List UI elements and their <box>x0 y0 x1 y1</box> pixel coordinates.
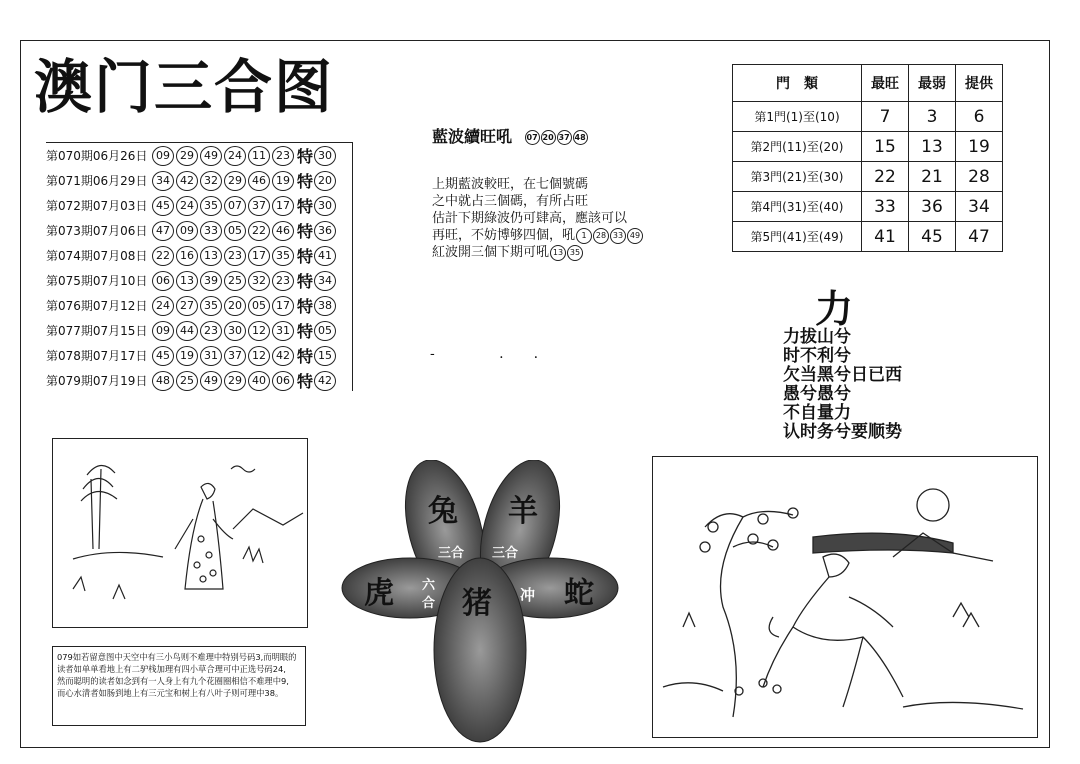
headline-text: 藍波續旺吼 <box>432 127 513 146</box>
draw-ball: 48 <box>152 371 174 391</box>
para-line: 上期藍波較旺，在七個號碼 <box>432 177 589 192</box>
max-value: 41 <box>862 222 909 252</box>
mark-liuhe-bottom: 合 <box>422 596 436 611</box>
draw-ball: 23 <box>224 246 246 266</box>
header-max: 最旺 <box>862 65 909 102</box>
number-ball: 33 <box>610 228 626 244</box>
draw-period: 第077期07月15日 <box>46 324 148 338</box>
offer-value: 19 <box>956 132 1003 162</box>
number-ball: 48 <box>573 130 588 145</box>
draw-row <box>46 343 352 368</box>
draw-ball: 12 <box>248 346 270 366</box>
draw-row <box>46 168 352 193</box>
special-label: 特 <box>297 222 314 241</box>
draw-row <box>46 268 352 293</box>
warrior-illustration <box>652 456 1038 738</box>
zodiac-tiger: 虎 <box>364 576 394 611</box>
draw-ball: 17 <box>272 196 294 216</box>
draw-ball: 17 <box>272 296 294 316</box>
min-value: 36 <box>909 192 956 222</box>
number-ball: 37 <box>557 130 572 145</box>
number-ball: 20 <box>541 130 556 145</box>
note-line: 然而聪明的读者如念到有一人身上有九个花圈圈相信不难理中9, <box>57 676 289 686</box>
draw-ball: 37 <box>224 346 246 366</box>
stats-row <box>733 162 1003 192</box>
number-ball: 49 <box>627 228 643 244</box>
draw-ball: 07 <box>224 196 246 216</box>
draw-ball: 45 <box>152 196 174 216</box>
draw-row <box>46 218 352 243</box>
header-offer: 提供 <box>956 65 1003 102</box>
stats-row <box>733 192 1003 222</box>
draw-period: 第074期07月08日 <box>46 249 148 263</box>
header-category: 門 類 <box>733 65 862 102</box>
special-ball: 30 <box>314 196 336 216</box>
poem <box>783 328 902 442</box>
special-ball: 36 <box>314 221 336 241</box>
min-value: 3 <box>909 102 956 132</box>
draw-ball: 16 <box>176 246 198 266</box>
special-label: 特 <box>297 347 314 366</box>
draw-ball: 27 <box>176 296 198 316</box>
draw-ball: 06 <box>152 271 174 291</box>
lady-illustration <box>52 438 308 628</box>
draw-ball: 11 <box>248 146 270 166</box>
offer-value: 34 <box>956 192 1003 222</box>
draw-ball: 35 <box>272 246 294 266</box>
special-label: 特 <box>297 172 314 191</box>
draw-ball: 39 <box>200 271 222 291</box>
special-label: 特 <box>297 322 314 341</box>
draw-ball: 13 <box>176 271 198 291</box>
draw-ball: 24 <box>224 146 246 166</box>
door-label: 第3門(21)至(30) <box>733 162 862 192</box>
special-label: 特 <box>297 372 314 391</box>
draw-ball: 09 <box>152 146 174 166</box>
min-value: 45 <box>909 222 956 252</box>
draw-ball: 06 <box>272 371 294 391</box>
draw-period: 第071期06月29日 <box>46 174 148 188</box>
special-ball: 30 <box>314 146 336 166</box>
poem-line: 欠当黑兮日已西 <box>783 365 902 385</box>
draw-ball: 46 <box>272 221 294 241</box>
headline <box>432 124 588 147</box>
draw-ball: 31 <box>200 346 222 366</box>
draw-row <box>46 368 352 393</box>
door-stats-table <box>732 64 1003 252</box>
draw-ball: 19 <box>272 171 294 191</box>
note-line: 而心水清者如肠到地上有三元宝和树上有八叶子则可理中38。 <box>57 688 284 698</box>
special-label: 特 <box>297 197 314 216</box>
number-ball: 35 <box>567 245 583 261</box>
special-ball: 15 <box>314 346 336 366</box>
door-label: 第2門(11)至(20) <box>733 132 862 162</box>
stats-row <box>733 222 1003 252</box>
draw-ball: 35 <box>200 296 222 316</box>
zodiac-sheep: 羊 <box>508 494 538 529</box>
draw-ball: 37 <box>248 196 270 216</box>
special-ball: 05 <box>314 321 336 341</box>
draw-ball: 34 <box>152 171 174 191</box>
draw-ball: 17 <box>248 246 270 266</box>
draw-period: 第076期07月12日 <box>46 299 148 313</box>
draw-row <box>46 193 352 218</box>
page-title: 澳门三合图 <box>34 53 335 121</box>
max-value: 7 <box>862 102 909 132</box>
draw-ball: 23 <box>272 146 294 166</box>
max-value: 33 <box>862 192 909 222</box>
offer-value: 28 <box>956 162 1003 192</box>
max-value: 15 <box>862 132 909 162</box>
draw-ball: 46 <box>248 171 270 191</box>
para-line: 估計下期綠波仍可肆高，應該可以 <box>432 211 628 226</box>
special-label: 特 <box>297 272 314 291</box>
para-line: 之中就占三個碼，有所占旺 <box>432 194 589 209</box>
special-label: 特 <box>297 147 314 166</box>
min-value: 13 <box>909 132 956 162</box>
draw-row <box>46 143 352 168</box>
draw-ball: 20 <box>224 296 246 316</box>
draw-period: 第075期07月10日 <box>46 274 148 288</box>
draw-ball: 32 <box>200 171 222 191</box>
mark-liuhe-top: 六 <box>422 578 436 593</box>
special-ball: 41 <box>314 246 336 266</box>
special-label: 特 <box>297 247 314 266</box>
draw-row <box>46 318 352 343</box>
draw-ball: 22 <box>152 246 174 266</box>
draw-ball: 49 <box>200 371 222 391</box>
draw-ball: 05 <box>224 221 246 241</box>
draw-ball: 33 <box>200 221 222 241</box>
poem-line: 认时务兮要顺势 <box>783 422 902 442</box>
draw-period: 第073期07月06日 <box>46 224 148 238</box>
draw-ball: 24 <box>176 196 198 216</box>
draw-ball: 42 <box>176 171 198 191</box>
draw-row <box>46 243 352 268</box>
mark-sanhe-left: 三合 <box>438 546 465 561</box>
draw-ball: 19 <box>176 346 198 366</box>
hint-note <box>52 646 306 726</box>
number-ball: 28 <box>593 228 609 244</box>
draw-period: 第079期07月19日 <box>46 374 148 388</box>
number-ball: 13 <box>550 245 566 261</box>
poem-title: 力 <box>815 287 854 331</box>
poem-line: 时不利兮 <box>783 346 851 366</box>
note-line: 079如若留意图中天空中有三小鸟则不难理中特别号码3,而明眼的 <box>57 652 297 662</box>
draw-ball: 13 <box>200 246 222 266</box>
draw-ball: 45 <box>152 346 174 366</box>
door-label: 第1門(1)至(10) <box>733 102 862 132</box>
draw-ball: 29 <box>224 371 246 391</box>
poem-line: 不自量力 <box>783 403 851 423</box>
offer-value: 6 <box>956 102 1003 132</box>
mark-sanhe-right: 三合 <box>492 546 519 561</box>
decorative-dots: - .. <box>430 346 569 362</box>
draw-ball: 22 <box>248 221 270 241</box>
para-line: 再旺，不妨博够四個，吼 1 28 33 49 <box>432 227 643 244</box>
draw-ball: 35 <box>200 196 222 216</box>
number-ball: 1 <box>576 228 592 244</box>
header-min: 最弱 <box>909 65 956 102</box>
special-ball: 38 <box>314 296 336 316</box>
draw-ball: 42 <box>272 346 294 366</box>
draw-ball: 32 <box>248 271 270 291</box>
max-value: 22 <box>862 162 909 192</box>
headline-balls <box>524 127 588 146</box>
draw-ball: 12 <box>248 321 270 341</box>
door-label: 第5門(41)至(49) <box>733 222 862 252</box>
note-line: 读者如单单看地上有二驴栈加理有四小草合理可中正选号码24, <box>57 664 286 674</box>
stats-row <box>733 132 1003 162</box>
special-ball: 34 <box>314 271 336 291</box>
zodiac-flower <box>340 460 620 750</box>
door-label: 第4門(31)至(40) <box>733 192 862 222</box>
poem-line: 愚兮愚兮 <box>783 384 851 404</box>
min-value: 21 <box>909 162 956 192</box>
draw-ball: 09 <box>176 221 198 241</box>
zodiac-snake: 蛇 <box>564 576 594 611</box>
draw-ball: 25 <box>176 371 198 391</box>
draw-ball: 29 <box>224 171 246 191</box>
draw-ball: 05 <box>248 296 270 316</box>
draw-ball: 23 <box>272 271 294 291</box>
draw-ball: 24 <box>152 296 174 316</box>
poem-line: 力拔山兮 <box>783 327 851 347</box>
offer-value: 47 <box>956 222 1003 252</box>
draw-ball: 44 <box>176 321 198 341</box>
draw-ball: 49 <box>200 146 222 166</box>
draw-ball: 47 <box>152 221 174 241</box>
special-ball: 20 <box>314 171 336 191</box>
zodiac-rabbit: 兔 <box>428 494 458 529</box>
draw-ball: 40 <box>248 371 270 391</box>
special-label: 特 <box>297 297 314 316</box>
para-line: 紅波開三個下期可吼 13 35 <box>432 244 643 261</box>
draw-ball: 25 <box>224 271 246 291</box>
draw-period: 第072期07月03日 <box>46 199 148 213</box>
special-ball: 42 <box>314 371 336 391</box>
draw-ball: 31 <box>272 321 294 341</box>
draw-ball: 23 <box>200 321 222 341</box>
draw-period: 第078期07月17日 <box>46 349 148 363</box>
zodiac-pig: 猪 <box>462 586 492 621</box>
draw-history-table <box>46 142 353 391</box>
number-ball: 07 <box>525 130 540 145</box>
draw-row <box>46 293 352 318</box>
mark-chong: 冲 <box>520 586 536 604</box>
draw-ball: 29 <box>176 146 198 166</box>
draw-ball: 09 <box>152 321 174 341</box>
draw-ball: 30 <box>224 321 246 341</box>
draw-period: 第070期06月26日 <box>46 149 148 163</box>
stats-row <box>733 102 1003 132</box>
analysis-paragraph <box>432 176 643 261</box>
